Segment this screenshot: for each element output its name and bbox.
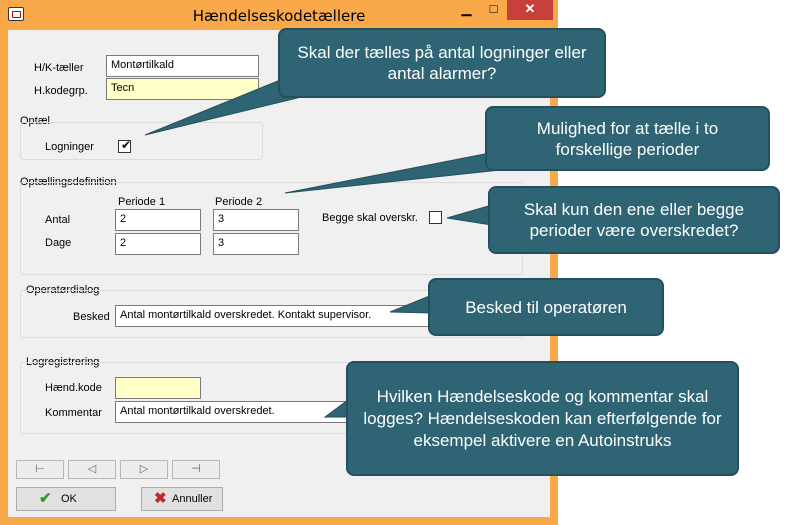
operatordialog-group-title: Operatørdialog: [26, 284, 100, 296]
besked-label: Besked: [73, 311, 110, 323]
cross-icon: ✖: [154, 490, 167, 507]
callout-two-periods: Mulighed for at tælle i to forskellige perioder: [485, 106, 770, 171]
optael-group-title: Optæl: [20, 115, 50, 127]
nav-prev-button[interactable]: ◁: [68, 460, 116, 479]
periode1-header: Periode 1: [118, 196, 166, 208]
close-button[interactable]: ✕: [507, 0, 553, 20]
hkodegrp-field[interactable]: Tecn: [106, 78, 259, 100]
haendkode-label: Hænd.kode: [45, 382, 102, 394]
callout-count-type: Skal der tælles på antal logninger eller antal alarmer?: [278, 28, 606, 98]
dage-label: Dage: [45, 237, 72, 249]
cancel-button-label: Annuller: [172, 493, 213, 505]
callout-event-code: Hvilken Hændelseskode og kommentar skal logges? Hændelseskoden kan efterfølgende for eksempel aktivere en Autoinstruks: [346, 361, 739, 476]
check-icon: ✔: [39, 490, 52, 507]
hkodegrp-label: H.kodegrp.: [34, 85, 88, 97]
besked-field[interactable]: Antal montørtilkald overskredet. Kontakt supervisor.: [115, 305, 485, 327]
dage-periode2-field[interactable]: 3: [213, 233, 299, 255]
logninger-label: Logninger: [45, 141, 94, 153]
maximize-button[interactable]: □: [489, 1, 498, 16]
periode2-header: Periode 2: [215, 196, 263, 208]
nav-first-button[interactable]: ⊢: [16, 460, 64, 479]
dage-periode1-field[interactable]: 2: [115, 233, 201, 255]
minimize-button[interactable]: ▁: [461, 1, 472, 16]
logregistrering-group-title: Logregistrering: [26, 356, 100, 368]
nav-last-button[interactable]: ⊣: [172, 460, 220, 479]
window-title: Hændelseskodetællere: [192, 7, 366, 25]
callout-operator-message: Besked til operatøren: [428, 278, 664, 336]
hk-taeller-field[interactable]: Montørtilkald: [106, 55, 259, 77]
ok-button-label: OK: [61, 493, 77, 505]
antal-label: Antal: [45, 214, 71, 226]
antal-periode1-field[interactable]: 2: [115, 209, 201, 231]
checkmark-icon: ✔: [121, 138, 132, 152]
definition-group-title: Optællingsdefinition: [20, 176, 117, 188]
kommentar-field[interactable]: Antal montørtilkald overskredet.: [115, 401, 485, 423]
antal-periode2-field[interactable]: 3: [213, 209, 299, 231]
nav-next-button[interactable]: ▷: [120, 460, 168, 479]
begge-label: Begge skal overskr.: [322, 212, 418, 224]
hk-taeller-label: H/K-tæller: [34, 62, 84, 74]
callout-both-periods: Skal kun den ene eller begge perioder være overskredet?: [488, 186, 780, 254]
kommentar-label: Kommentar: [45, 407, 102, 419]
